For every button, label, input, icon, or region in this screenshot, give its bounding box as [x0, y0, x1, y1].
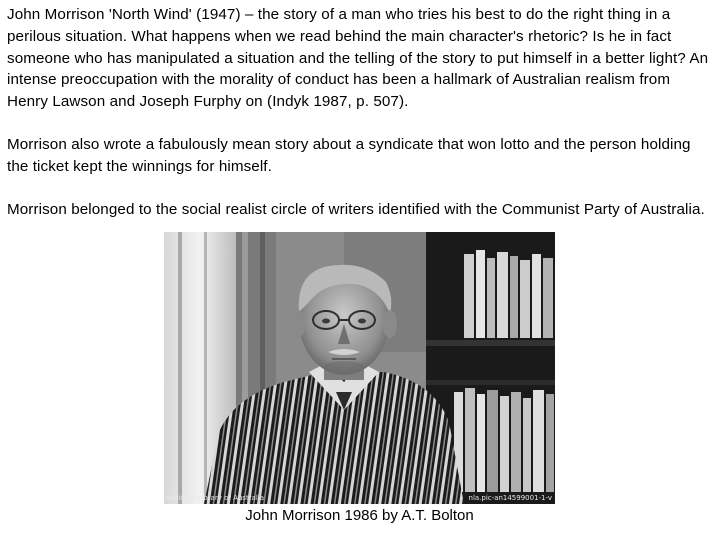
paragraph-north-wind: John Morrison 'North Wind' (1947) – the story of a man who tries his best to do the right thing in a perilous situation. What happens when we read behind the main character's rhetoric? Is he in fact someone who has manipulated a situation and the telling of the story to put himself in a better light? An intense preoccupation with the morality of conduct has been a hallmark of Australian realism from Henry Lawson and Joseph Furphy on (Indyk 1987, p. 507). [7, 6, 709, 111]
paragraph-syndicate-story: Morrison also wrote a fabulously mean story about a syndicate that won lotto and the person holding the ticket kept the winnings for himself. [7, 136, 691, 175]
portrait-photo [164, 232, 555, 504]
paragraph-social-realist: Morrison belonged to the social realist circle of writers identified with the Communist Party of Australia. [7, 201, 705, 218]
photo-credit-catalog-id: nla.pic-an14599001-1-v [468, 494, 552, 502]
portrait-illustration [164, 232, 555, 504]
photo-caption: John Morrison 1986 by A.T. Bolton [245, 507, 474, 524]
photo-credit-library: National Library of Australia [166, 494, 265, 502]
